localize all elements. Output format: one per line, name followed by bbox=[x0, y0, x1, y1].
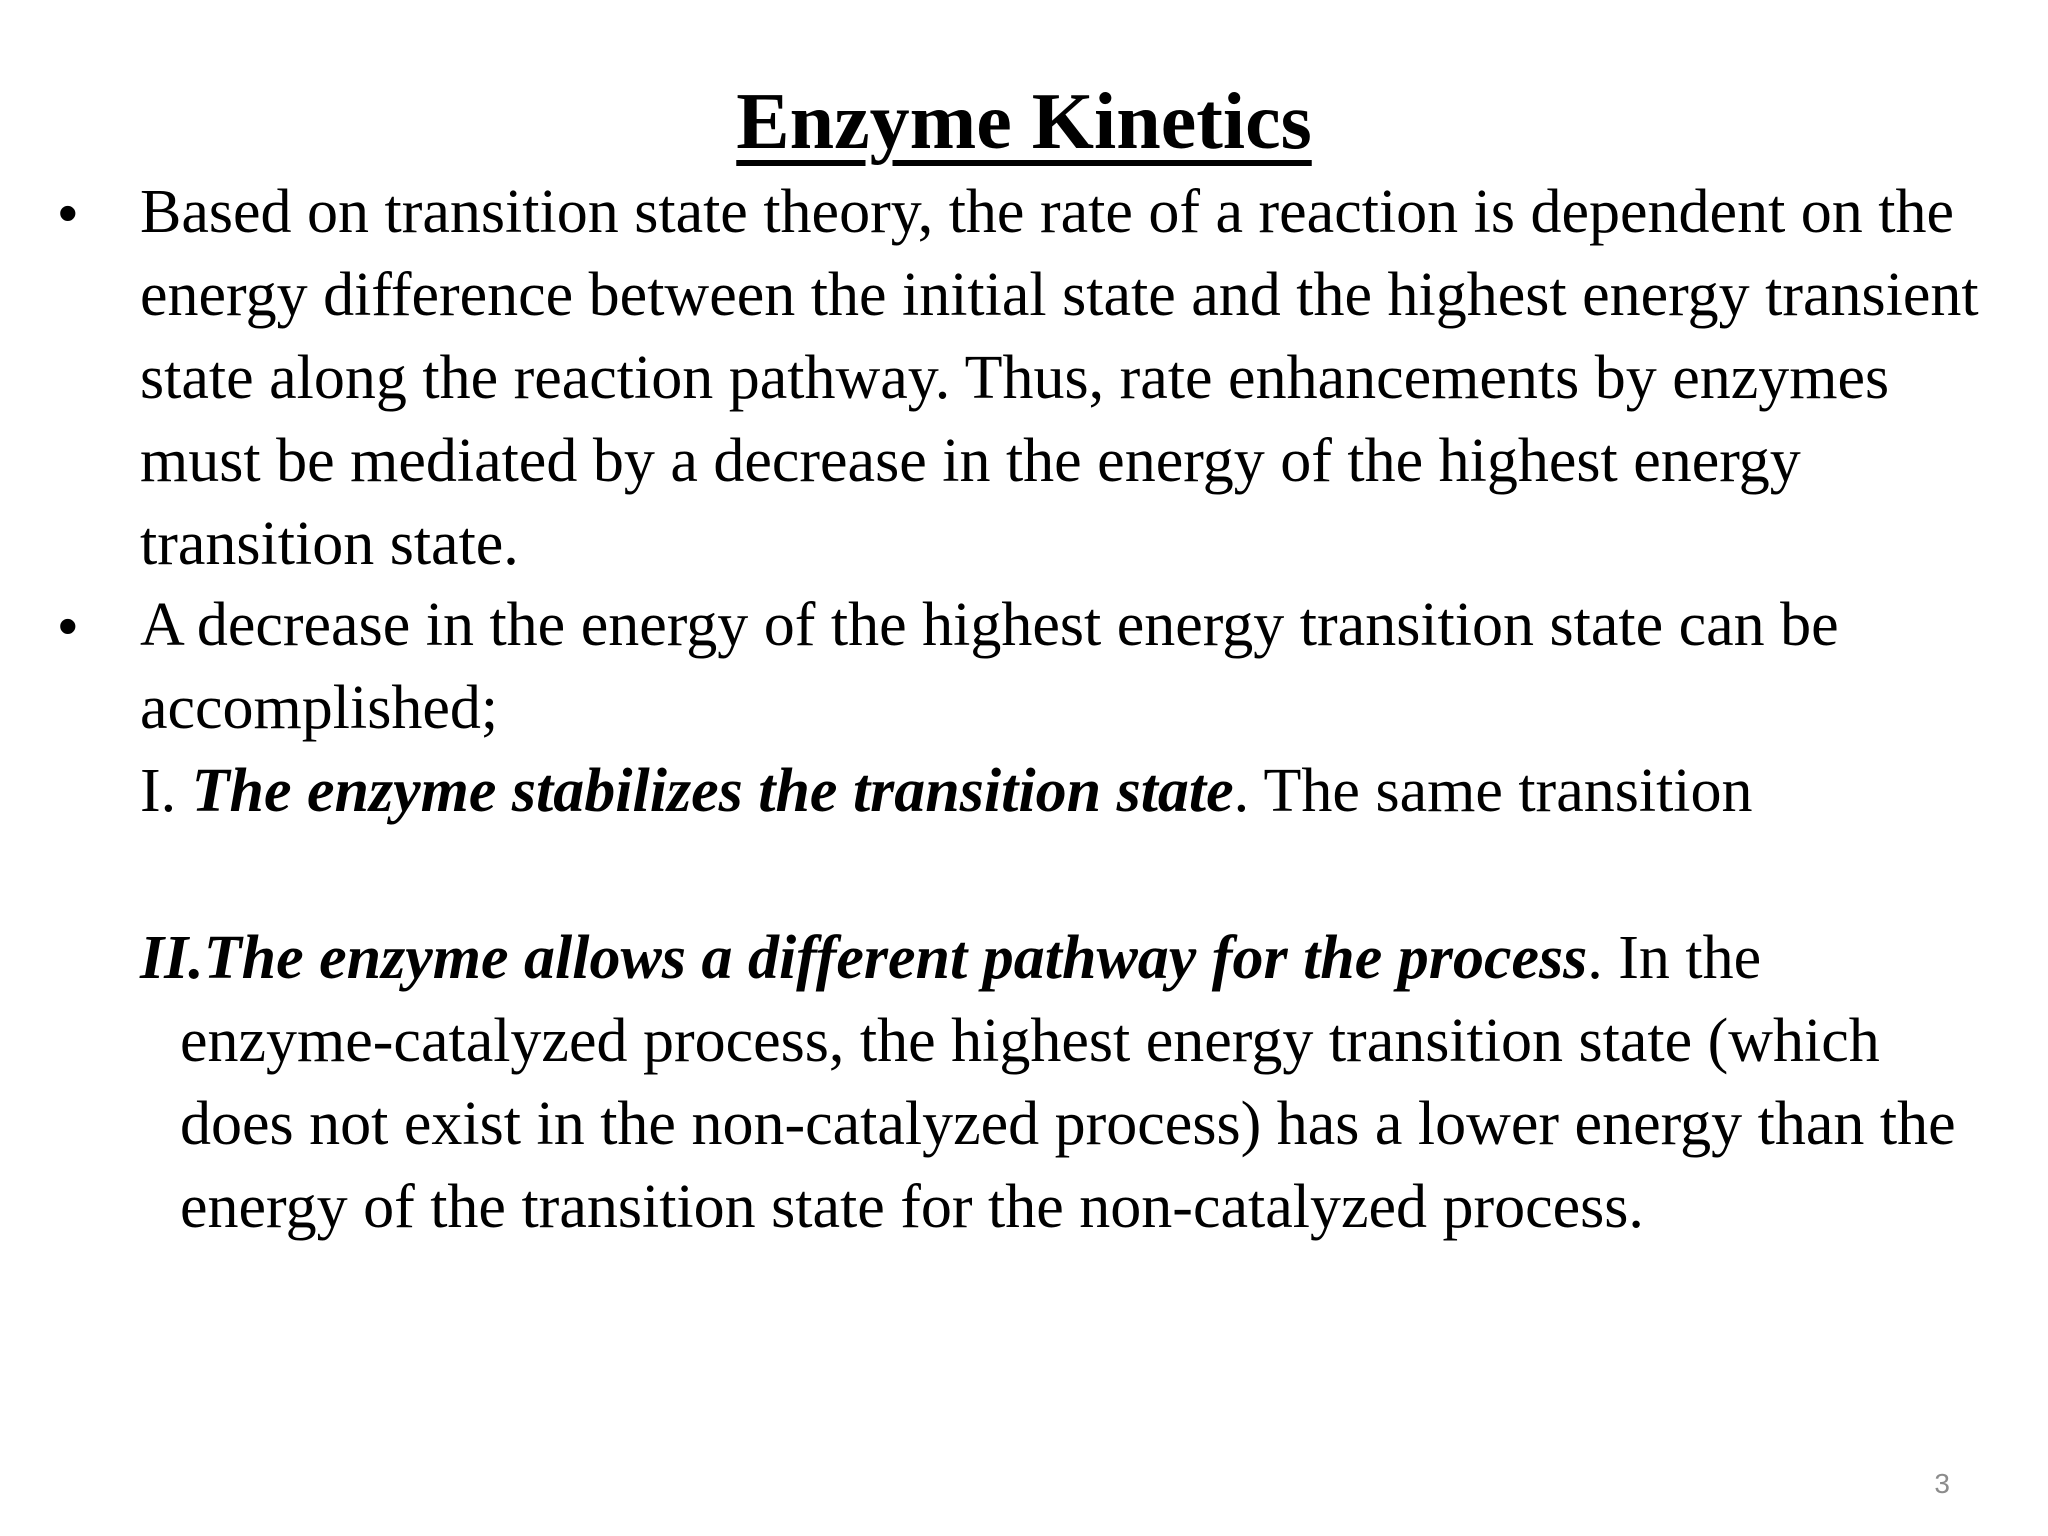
sub-item-text: . In the bbox=[1587, 924, 1762, 992]
sub-item-numeral: I. bbox=[140, 757, 192, 825]
sub-item-text: . The same transition bbox=[1233, 757, 1753, 825]
sub-item-emphasis: The enzyme allows a different pathway for the process bbox=[203, 924, 1588, 992]
sub-item-2 bbox=[140, 917, 1980, 1249]
sub-item-emphasis: The enzyme stabilizes the transition state bbox=[191, 757, 1234, 825]
page-number: 3 bbox=[1934, 1468, 1950, 1499]
sub-item-continuation: enzyme-catalyzed process, the highest energy transition state (which does not exist in the non-catalyzed process) has a lower energy than the energy of the transition state for the non-catalyzed process. bbox=[180, 1007, 1956, 1241]
bullet-marker: • bbox=[58, 594, 78, 657]
slide-title: Enzyme Kinetics bbox=[736, 78, 1312, 166]
sub-item-1 bbox=[140, 750, 2000, 833]
sub-item-numeral: II. bbox=[140, 924, 204, 992]
bullet-text: Based on transition state theory, the rate of a reaction is dependent on the energy difference between the initial state and the highest energy transient state along the reaction pathway. Thus, rate enhancements by enzymes must be mediated by a decrease in the energy of the highest energy transition state. bbox=[140, 178, 1979, 578]
bullet-item bbox=[58, 171, 2000, 586]
bullet-marker: • bbox=[58, 181, 78, 244]
bullet-item bbox=[58, 584, 2000, 750]
bullet-text: A decrease in the energy of the highest energy transition state can be accomplished; bbox=[140, 591, 1839, 742]
